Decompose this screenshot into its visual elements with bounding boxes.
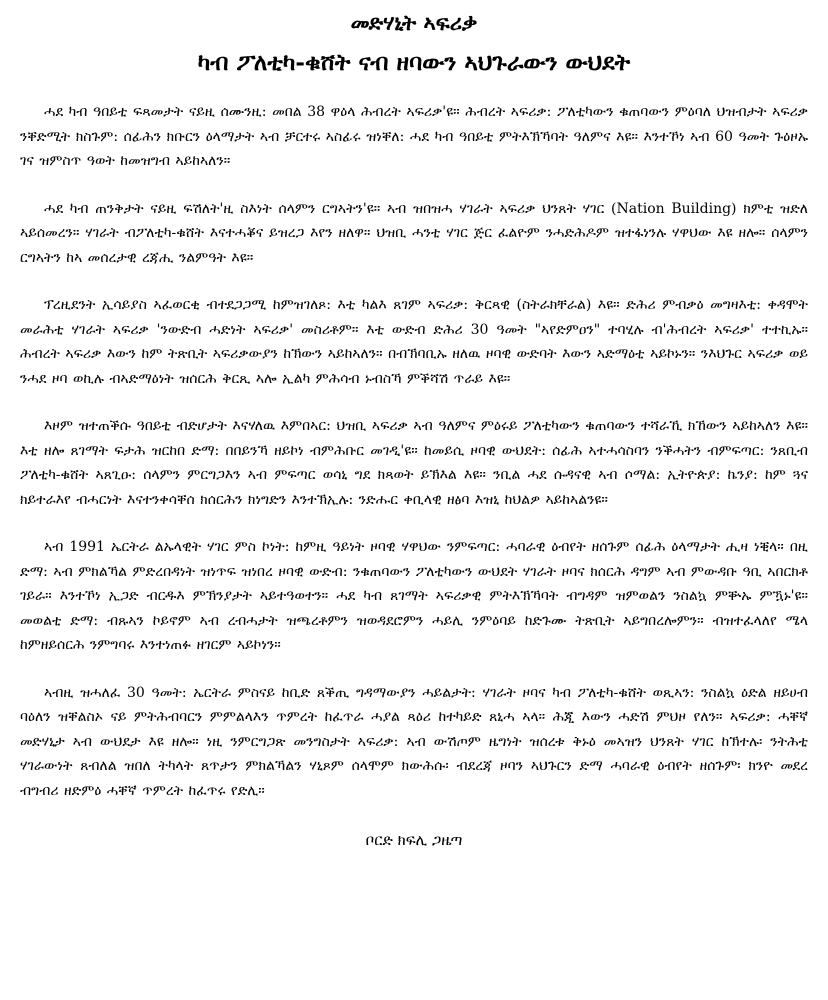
article-body	[20, 100, 808, 803]
article-headline: ካብ ፖለቲካ-ቁሸት ናብ ዘባውን ኣህጉራውን ውህደት	[197, 49, 631, 76]
paragraph-2: ሓደ ካብ ጠንቅታት ናይዚ ፍሽለት'ዚ ስእነት ሰላምን ርግኣትን'ዩ። ኣብ ዝበዝሓ ሃገራት ኣፍሪቃ ህንጸት ሃገር (Nation Building) ክምቲ ዝድለ ኣይሰመረን። ሃገራት ብፖለቲካ-ቁሸት እናተሓቖና ይዝረጋ እየን ዘለዋ። ህዝቢ ሓንቲ ሃገር ጅር ፈልዮም ንሓድሕዶም ዝተፋነንሉ ሃዋህው እዩ ዘሎ። ሰላምን ርግኣትን ከኣ መሰረታዊ ረጃሒ ንልምዓት እዩ።	[20, 200, 808, 266]
paragraph-1: ሓደ ካብ ዓበይቲ ፍጻመታት ናይዚ ሰሙንዚ: መበል 38 ዋዕላ ሕብረት ኣፍሪቃ'ዩ። ሕብረት ኣፍሪቃ: ፖለቲካውን ቁጠባውን ምዕባለ ህዝብታት ኣፍሪቃ ንቐድሚት ክስጉም: ሰፊሕን ክቡርን ዕላማታት ኣብ ቻርተሩ ኣስፊሩ ዝነቐለ: ሓደ ካብ ዓበይቲ ምትእኽኻባት ዓለምና እዩ። እንተኾነ ኣብ 60 ዓመት ጉዕዞኡ ገና ዝምስጥ ዓወት ከመዝግብ ኣይከኣለን።	[20, 104, 808, 169]
paragraph-4: እዞም ዝተጠቕሱ ዓበይቲ ብድሆታት እናሃለዉ እምበኣር: ህዝቢ ኣፍሪቃ ኣብ ዓለምና ምዕሩይ ፖለቲካውን ቁጠባውን ተሻራኺ ክኸውን ኣይከኣለን እዩ። እቲ ዘሎ ጸገማት ፍታሕ ዝርከበ ድማ: በበይንኻ ዘይኮነ ብምሕቡር መገዲ'ዩ። ከመይሲ ዞባዊ ውህደት: ሰፊሕ ኣተሓሳስባን ንቕሓትን ብምፍጣር: ንጸቢብ ፖለቲካ-ቁሸት ኣጸጊዑ: ሰላምን ምርግጋእን ኣብ ምፍጣር ወሳኒ ግደ ክጻወት ይኽእል እዩ። ንቢል ሓደ ሱዳናዊ ኣብ ሶማል: ኢትዮጵያ: ኬንያ: ከም ጓና ክይተራእየ ብሓርነት እናተንቀሳቐሰ ክሰርሕን ክነግድን እንተኽኢሉ: ንድሑር ቀቢላዊ ዘፅባ እዝኒ ከህልዎ ኣይከኣልንዩ።	[20, 418, 808, 508]
paragraph-5: ኣብ 1991 ኤርትራ ልኡላዊት ሃገር ምስ ኮነት: ከምዚ ዓይነት ዞባዊ ሃዋህው ንምፍጣር: ሓባራዊ ዕብየት ዘሰጉም ሰፊሕ ዕላማታት ሒዛ ነቒላ። በዚ ድማ: ኣብ ምክልኻል ምድረበዳነት ዝነጥፍ ዝነበረ ዞባዊ ውድብ: ንቁጠባውን ፖለቲካውን ውህደት ሃገራት ዞባና ክሰርሕ ዳግም ኣብ ምውዳቡ ዓቢ ኣበርክቶ ገይራ። እንተኾነ ኢጋድ ብርዱእ ምኽንያታት ኣይተዓወተን። ሓደ ካብ ጸገማት ኣፍሪቃዊ ምትእኽኻባት ብግዳም ዝምወልን ንስልኳ ምቝኡ ምዃኑ'ዩ። መወልቲ ድማ: ብጹኣን ኮይኖም ኣብ ረብሓታት ዝጫረቶምን ዝወዳደሮምን ሓይሊ ንምዕባይ ከድጉሙ ትጽቢት ኣይግበረሎምን። ብዝተፈላለየ ሜላ ከምዘይሰርሕ ንምግባሩ እንተነጠፉ ዘገርም ኣይኮነን።	[20, 539, 808, 653]
author-signature: ቦርድ ክፍሊ ጋዜጣ	[365, 831, 463, 849]
paragraph-6: ኣብዚ ዝሓለፈ 30 ዓመት: ኤርትራ ምስናይ ከቢድ ጸቕጢ ግዳማውያን ሓይልታት: ሃገራት ዞባና ካብ ፖለቲካ-ቁሸት ወጺኣን: ንስልኳ ዕድል ዘይሀብ ባዕለን ዝቐልስኦ ናይ ምትሕብባርን ምምልላእን ጥምረት ከፈጥራ ሓያል ጻዕሪ ከተካይድ ጸኒሓ ኣላ። ሕጂ እውን ሓድሽ ምህዞ የለን። ኣፍሪቃ: ሓቐኛ መድሃኒታ ኣብ ውህደታ እዩ ዘሎ። ነዚ ንምርግጋጽ መንግስታት ኣፍሪቃ: ኣብ ውሽጦም ዜግነት ዝሰረቱ ቅኑዕ መኣዝን ህንጸት ሃገር ከኽተሉ፡ ንትሕቲ ሃገራውነት ጸብለል ዝበለ ትካላት ጸጥታን ምክልኻልን ሃኒጾም ሰላሞም ክውሕሱ፡ ብደረጃ ዞባን ኣህጉርን ድማ ሓባራዊ ዕብየት ዘሰጉም፡ ክንዮ መደረ ብግብሪ ዘድምዕ ሓቐኛ ጥምረት ከፈጥሩ የድሊ።	[20, 684, 808, 799]
section-kicker: መድሃኒት ኣፍሪቃ	[350, 10, 478, 35]
paragraph-3: ፕረዚደንት ኢሳይያስ ኣፈወርቂ ብተደጋጋሚ ከምዝገለጾ: እቲ ካልእ ጸገም ኣፍሪቃ: ቅርጻዊ (ስትራክቸራል) እዩ። ድሕሪ ምብቃዕ መግዛእቲ: ቀዳሞት መራሕቲ ሃገራት ኣፍሪቃ 'ንውድብ ሓድነት ኣፍሪቃ' መስሪቶም። እቲ ውድብ ድሕሪ 30 ዓመት "ኣየድምዐን" ተባሂሉ ብ'ሕብረት ኣፍሪቃ' ተተኪኡ። ሕብረት ኣፍሪቃ እውን ከም ትጽቢት ኣፍሪቃውያን ከኽውን ኣይከኣለን። በብኽባቢኡ ዘለዉ ዞባዊ ውድባት እውን ኣድማዕቲ ኣይኮኑን። ንእህጉር ኣፍሪቃ ወይ ንሓደ ዞባ ወኪሉ ብኣድማዕነት ዝሰርሕ ቅርጺ ኣሎ ኢልካ ምሕሳብ ኑብስኻ ምቕሻሽ ጥራይ እዩ።	[20, 297, 808, 387]
